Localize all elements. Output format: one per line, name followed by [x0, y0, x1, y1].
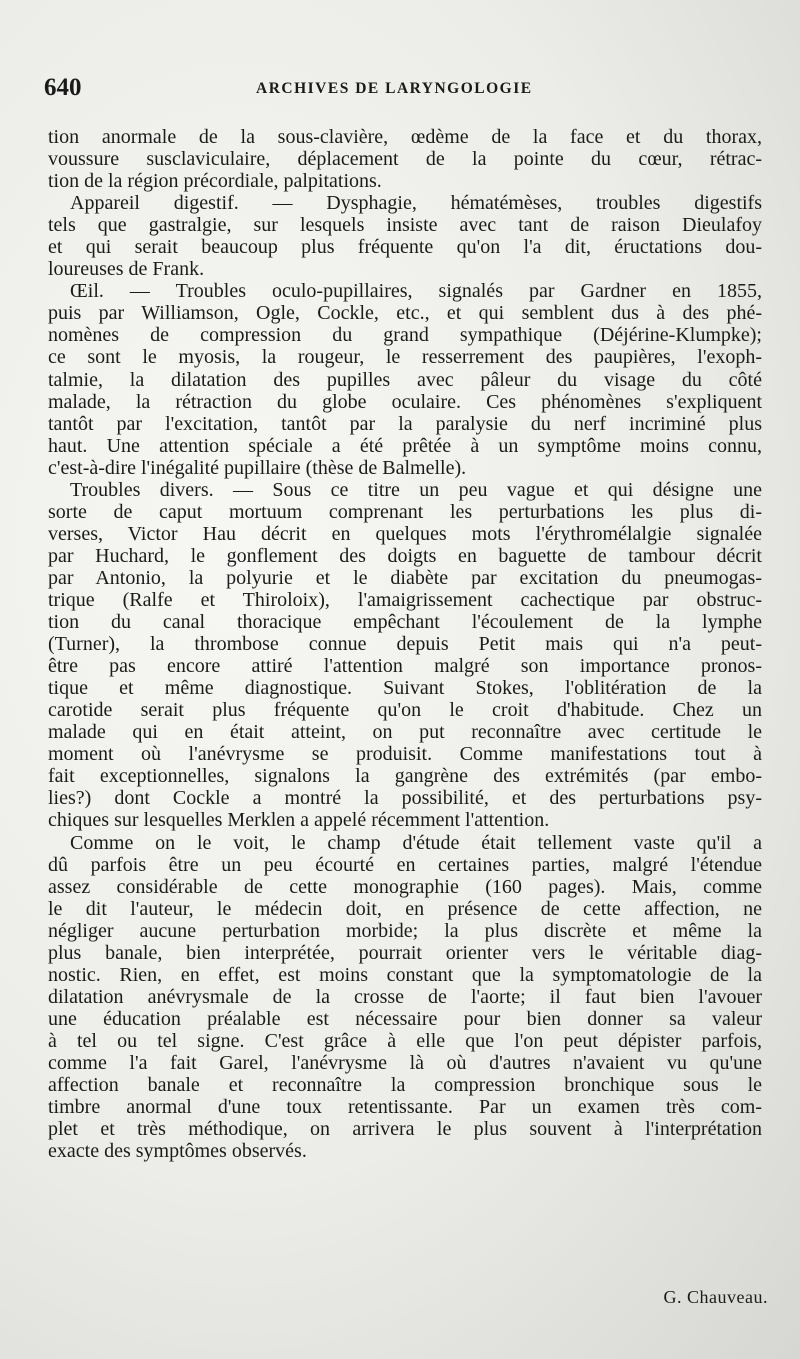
text-line: (Turner), la thrombose connue depuis Petit mais qui n'a peut- — [48, 633, 762, 656]
text-line-appareil-digestif: Appareil digestif. — Dysphagie, hématémèses, troubles digestifs — [70, 192, 762, 215]
text-line: timbre anormal d'une toux retentissante. Par un examen très com- — [48, 1096, 762, 1119]
text-line: talmie, la dilatation des pupilles avec pâleur du visage du côté — [48, 368, 762, 391]
text-line: exacte des symptômes observés. — [48, 1140, 307, 1163]
text-line: haut. Une attention spéciale a été prêtée à un symptôme moins connu, — [48, 434, 762, 457]
text-line: puis par Williamson, Ogle, Cockle, etc., et qui semblent dus à des phé- — [48, 302, 762, 325]
text-line: affection banale et reconnaître la compression bronchique sous le — [48, 1074, 762, 1097]
text-line: à tel ou tel signe. C'est grâce à elle que l'on peut dépister parfois, — [48, 1029, 762, 1052]
text-line: nomènes de compression du grand sympathique (Déjérine-Klumpke); — [48, 324, 762, 347]
text-line: plet et très méthodique, on arrivera le plus souvent à l'interprétation — [48, 1118, 762, 1141]
text-line: voussure susclaviculaire, déplacement de la pointe du cœur, rétrac- — [48, 148, 762, 171]
text-line: moment où l'anévrysme se produisit. Comme manifestations tout à — [48, 743, 762, 766]
text-line: fait exceptionnelles, signalons la gangrène des extrémités (par embo- — [48, 765, 762, 788]
text-line: par Huchard, le gonflement des doigts en baguette de tambour décrit — [48, 544, 762, 567]
text-line-oeil: Œil. — Troubles oculo-pupillaires, signalés par Gardner en 1855, — [70, 280, 762, 303]
text-line: une éducation préalable est nécessaire pour bien donner sa valeur — [48, 1007, 762, 1030]
text-line: nostic. Rien, en effet, est moins constant que la symptomatologie de la — [48, 963, 762, 986]
text-line: ce sont le myosis, la rougeur, le resserrement des paupières, l'exoph- — [48, 346, 762, 369]
text-line: être pas encore attiré l'attention malgré son importance pronos- — [48, 655, 762, 678]
text-line-conclusion: Comme on le voit, le champ d'étude était tellement vaste qu'il a — [70, 831, 762, 854]
text-line: et qui serait beaucoup plus fréquente qu'on l'a dit, éructations dou- — [48, 236, 762, 259]
text-line: lies?) dont Cockle a montré la possibilité, et des perturbations psy- — [48, 787, 762, 810]
text-line: chiques sur lesquelles Merklen a appelé récemment l'attention. — [48, 809, 550, 832]
author-signature: G. Chauveau. — [663, 1287, 768, 1307]
text-line: comme l'a fait Garel, l'anévrysme là où d'autres n'avaient vu qu'une — [48, 1051, 762, 1074]
text-line: c'est-à-dire l'inégalité pupillaire (thèse de Balmelle). — [48, 456, 467, 479]
text-line: plus banale, bien interprétée, pourrait orienter vers le véritable diag- — [48, 941, 762, 964]
text-line: malade, la rétraction du globe oculaire. Ces phénomènes s'expliquent — [48, 390, 762, 413]
text-line: par Antonio, la polyurie et le diabète par excitation du pneumogas- — [48, 566, 762, 589]
text-line: malade qui en était atteint, on put reconnaître avec certitude le — [48, 721, 762, 744]
journal-title: ARCHIVES DE LARYNGOLOGIE — [256, 80, 533, 97]
text-line: négliger aucune perturbation morbide; la plus discrète et même la — [48, 919, 762, 942]
text-line: tels que gastralgie, sur lesquels insiste avec tant de raison Dieulafoy — [48, 214, 762, 237]
running-head — [44, 74, 764, 104]
text-line: assez considérable de cette monographie (160 pages). Mais, comme — [48, 875, 762, 898]
text-line: dilatation anévrysmale de la crosse de l'aorte; il faut bien l'avouer — [48, 985, 762, 1008]
text-line: tique et même diagnostique. Suivant Stokes, l'oblitération de la — [48, 677, 762, 700]
text-line: dû parfois être un peu écourté en certaines parties, malgré l'étendue — [48, 853, 762, 876]
text-line: verses, Victor Hau décrit en quelques mots l'érythromélalgie signalée — [48, 522, 762, 545]
text-line: tion du canal thoracique empêchant l'écoulement de la lymphe — [48, 611, 762, 634]
text-line: loureuses de Frank. — [48, 258, 205, 281]
body-text — [48, 126, 762, 1162]
text-line: trique (Ralfe et Thiroloix), l'amaigrissement cachectique par obstruc- — [48, 588, 762, 611]
text-line: tantôt par l'excitation, tantôt par la paralysie du nerf incriminé plus — [48, 412, 762, 435]
text-line: sorte de caput mortuum comprenant les perturbations les plus di- — [48, 500, 762, 523]
text-line: tion anormale de la sous-clavière, œdème de la face et du thorax, — [48, 126, 762, 148]
text-line: le dit l'auteur, le médecin doit, en présence de cette affection, ne — [48, 897, 762, 920]
text-line-troubles-divers: Troubles divers. — Sous ce titre un peu vague et qui désigne une — [70, 478, 762, 501]
text-line: tion de la région précordiale, palpitations. — [48, 170, 382, 193]
text-line: carotide serait plus fréquente qu'on le croit d'habitude. Chez un — [48, 699, 762, 722]
page-number: 640 — [44, 74, 82, 101]
